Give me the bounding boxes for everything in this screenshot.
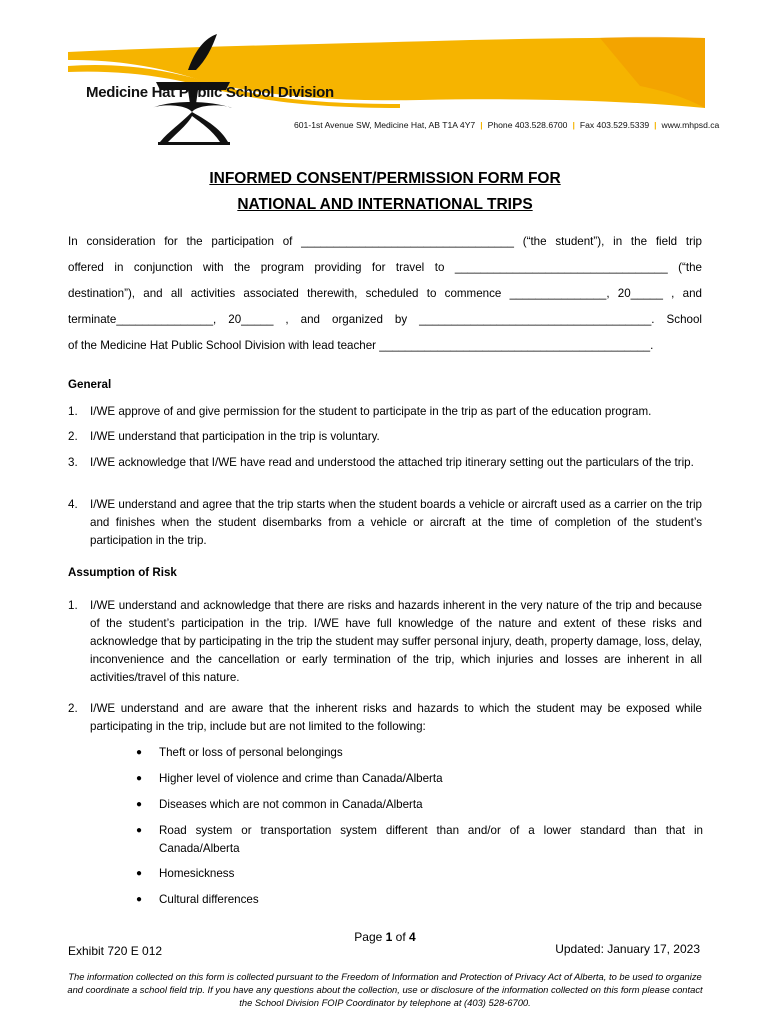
intro-line: of the Medicine Hat Public School Division with lead teacher __________________________________________. — [68, 339, 654, 352]
website-link[interactable]: www.mhpsd.ca — [661, 120, 720, 130]
item-text: I/WE understand that participation in the trip is voluntary. — [90, 430, 380, 443]
intro-line: In consideration for the participation of _________________________________ (“the student”), in the field trip — [68, 235, 702, 248]
fax: Fax 403.529.5339 — [579, 120, 650, 130]
item-text: I/WE understand and are aware that the inherent risks and hazards to which the student may be exposed while participating in the trip, include but are not limited to the following: — [90, 702, 702, 733]
item-number: 2. — [68, 702, 78, 715]
list-item — [68, 700, 702, 736]
intro-paragraph — [68, 229, 702, 359]
bullet-icon: ● — [136, 799, 143, 810]
list-item — [68, 428, 702, 446]
item-number: 4. — [68, 498, 78, 511]
bullet-icon: ● — [136, 868, 143, 879]
list-item — [68, 403, 702, 421]
updated-date: Updated: January 17, 2023 — [555, 942, 700, 956]
item-text: I/WE approve of and give permission for the student to participate in the trip as part of the education program. — [90, 405, 652, 418]
form-title-line1: INFORMED CONSENT/PERMISSION FORM FOR — [209, 170, 561, 187]
item-number: 1. — [68, 405, 78, 418]
list-item — [68, 597, 702, 687]
intro-line: destination”), and all activities associated therewith, scheduled to commence _______________, 20_____ , and — [68, 287, 702, 300]
item-text: I/WE understand and acknowledge that there are risks and hazards inherent in the very nature of the trip and because of the student’s participation in the trip. I/WE have full knowledge of the nature and extent of these risks and acknowledge that by participating in the trip the student may suffer personal injury, death, property damage, loss, delay, inconvenience and the cancellation or early termination of the trip, which injuries and losses are inherent in all activities/travel of this nature. — [90, 599, 702, 684]
bullet-item — [133, 865, 703, 883]
form-title-line2: NATIONAL AND INTERNATIONAL TRIPS — [237, 196, 533, 213]
section-heading-risk: Assumption of Risk — [68, 566, 177, 579]
item-text: I/WE acknowledge that I/WE have read and understood the attached trip itinerary setting out the particulars of the trip. — [90, 456, 694, 469]
bullet-icon: ● — [136, 894, 143, 905]
bullet-icon: ● — [136, 747, 143, 758]
bullet-item — [133, 822, 703, 858]
intro-line: terminate_______________, 20_____ , and organized by ____________________________________. School — [68, 313, 702, 326]
bullet-item — [133, 796, 703, 814]
item-number: 1. — [68, 599, 78, 612]
bullet-text: Diseases which are not common in Canada/Alberta — [159, 798, 423, 811]
bullet-text: Higher level of violence and crime than Canada/Alberta — [159, 772, 443, 785]
org-name: Medicine Hat Public School Division — [86, 84, 334, 101]
separator: | — [654, 120, 657, 130]
bullet-text: Road system or transportation system different than and/or of a lower standard than that in Canada/Alberta — [159, 824, 703, 855]
list-item — [68, 454, 702, 472]
page-total: 4 — [409, 930, 416, 944]
letterhead-banner — [0, 0, 770, 160]
bullet-icon: ● — [136, 825, 143, 836]
page-current: 1 — [385, 930, 393, 944]
bullet-text: Theft or loss of personal belongings — [159, 746, 343, 759]
section-heading-general: General — [68, 378, 112, 391]
address: 601-1st Avenue SW, Medicine Hat, AB T1A 4Y7 — [294, 120, 476, 130]
phone: Phone 403.528.6700 — [487, 120, 568, 130]
item-number: 3. — [68, 456, 78, 469]
separator: | — [480, 120, 483, 130]
page-of: of — [392, 930, 410, 944]
bullet-icon: ● — [136, 773, 143, 784]
item-number: 2. — [68, 430, 78, 443]
bullet-text: Cultural differences — [159, 893, 259, 906]
exhibit-number: Exhibit 720 E 012 — [68, 944, 163, 958]
separator: | — [572, 120, 575, 130]
bullet-item — [133, 744, 703, 762]
intro-line: offered in conjunction with the program providing for travel to _________________________________ (“the — [68, 261, 702, 274]
bullet-item — [133, 770, 703, 788]
item-text: I/WE understand and agree that the trip starts when the student boards a vehicle or aircraft used as a carrier on the trip and finishes when the student disembarks from a vehicle or aircraft at the time of completion of the student’s participation in the trip. — [90, 498, 702, 547]
page-prefix: Page — [354, 930, 386, 944]
letterhead — [0, 0, 770, 160]
contact-line — [294, 120, 719, 130]
list-item — [68, 496, 702, 550]
bullet-text: Homesickness — [159, 867, 235, 880]
bullet-item — [133, 891, 703, 909]
foip-disclaimer: The information collected on this form is collected pursuant to the Freedom of Information and Protection of Privacy Act of Alberta, to be used to organize and coordinate a school field trip. If you have any questions about the collection, use or disclosure of the information collected on this form please contact the School Division FOIP Coordinator by telephone at (403) 528-6700. — [67, 971, 703, 1008]
